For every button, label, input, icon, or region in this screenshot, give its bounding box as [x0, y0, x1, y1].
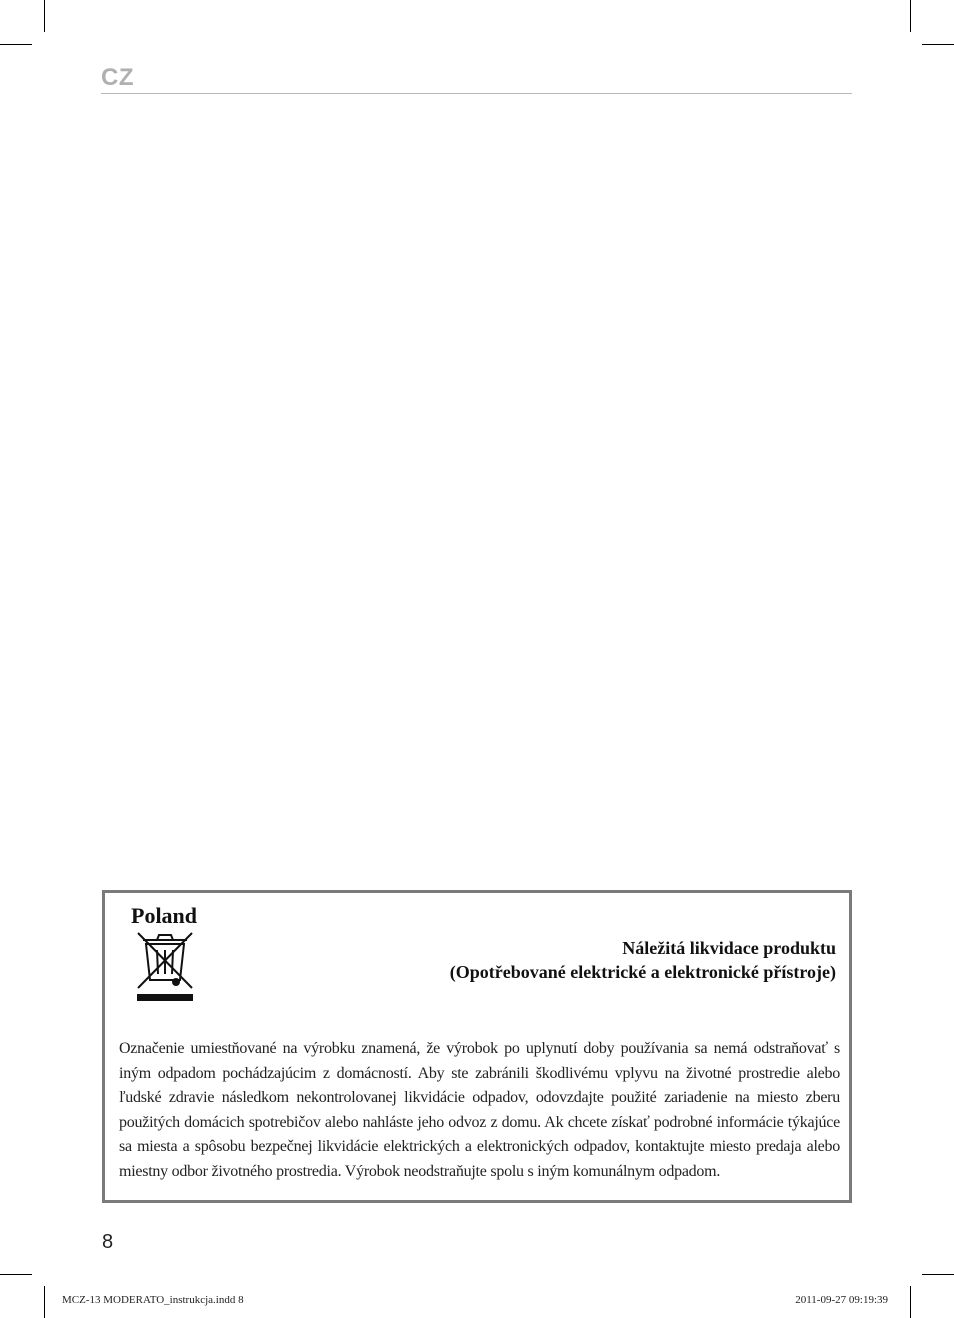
file-slug: MCZ-13 MODERATO_instrukcja.indd 8 — [62, 1294, 244, 1306]
crossed-out-wheelie-bin-icon — [135, 930, 195, 1005]
crop-mark — [922, 1274, 954, 1275]
notice-body-text: Označenie umiestňované na výrobku znamená, že výrobok po uplynutí doby používania sa nemá odstraňovať s iným odpadom pochádzajúcim z domácností. Aby ste zabránili škodlivému vplyvu na životné prostredie alebo ľudské zdravie následkom nekontrolovanej likvidácie odpadov, odovzdajte použité zariadenie na miesto zberu použitých domácich spotrebičov alebo nahláste jeho odvoz z domu. Ak chcete získať podrobné informácie týkajúce sa miesta a spôsobu bezpečnej likvidácie elektrických a elektronických odpadov, kontaktujte miesto predaja alebo miestny odbor životného prostredia. Výrobok neodstraňujte spolu s iným komunálnym odpadom. — [119, 1040, 840, 1180]
disposal-notice-box — [102, 890, 852, 1203]
header-divider — [101, 93, 852, 94]
notice-title-line: Náležitá likvidace produktu — [622, 938, 836, 958]
print-timestamp: 2011-09-27 09:19:39 — [795, 1294, 888, 1306]
country-heading: Poland — [131, 903, 198, 928]
crop-mark — [910, 1286, 911, 1318]
page-number: 8 — [102, 1231, 114, 1253]
crop-mark — [922, 44, 954, 45]
crop-mark — [44, 0, 45, 32]
crop-mark — [910, 0, 911, 32]
crop-mark — [44, 1286, 45, 1318]
notice-title — [450, 936, 836, 984]
language-label: CZ — [101, 64, 134, 91]
notice-title-line: (Opotřebované elektrické a elektronické přístroje) — [449, 962, 836, 982]
crop-mark — [0, 1274, 32, 1275]
crop-mark — [0, 44, 32, 45]
